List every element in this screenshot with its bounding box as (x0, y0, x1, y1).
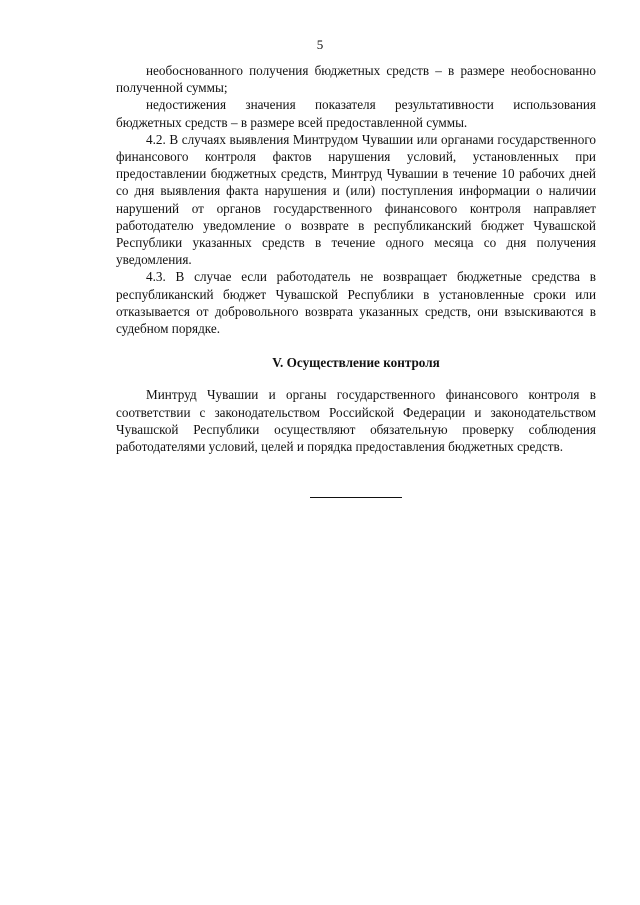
document-body (116, 62, 596, 498)
paragraph-unjustified-receipt: необоснованного получения бюджетных средств – в размере необоснованно полученной суммы; (116, 63, 596, 96)
section-title: V. Осуществление контроля (272, 355, 440, 371)
paragraph-4-3: 4.3. В случае если работодатель не возвращает бюджетные средства в республиканский бюджет Чувашской Республики в установленные сроки или отказывается от добровольного возврата указанных средств, они взыскиваются в судебном порядке. (116, 269, 596, 337)
end-rule (310, 497, 402, 498)
paragraph-control: Минтруд Чувашии и органы государственного финансового контроля в соответствии с законодательством Российской Федерации и законодательством Чувашской Республики осуществляют обязательную проверку соблюдения работодателями условий, целей и порядка предоставления бюджетных средств. (116, 387, 596, 455)
paragraph-indicator-not-achieved: недостижения значения показателя результативности использования бюджетных средств – в размере всей предоставленной суммы. (116, 97, 596, 130)
page-number: 5 (316, 37, 324, 52)
paragraph-4-2: 4.2. В случаях выявления Минтрудом Чувашии или органами государственного финансового контроля фактов нарушения условий, установленных при предоставлении бюджетных средств, Минтруд Чувашии в течение 10 рабочих дней со дня выявления факта нарушения и (или) поступления информации о наличии нарушений от органов государственного финансового контроля направляет работодателю уведомление о возврате в республиканский бюджет Чувашской Республики указанных средств в течение одного месяца со дня получения уведомления. (116, 131, 596, 268)
